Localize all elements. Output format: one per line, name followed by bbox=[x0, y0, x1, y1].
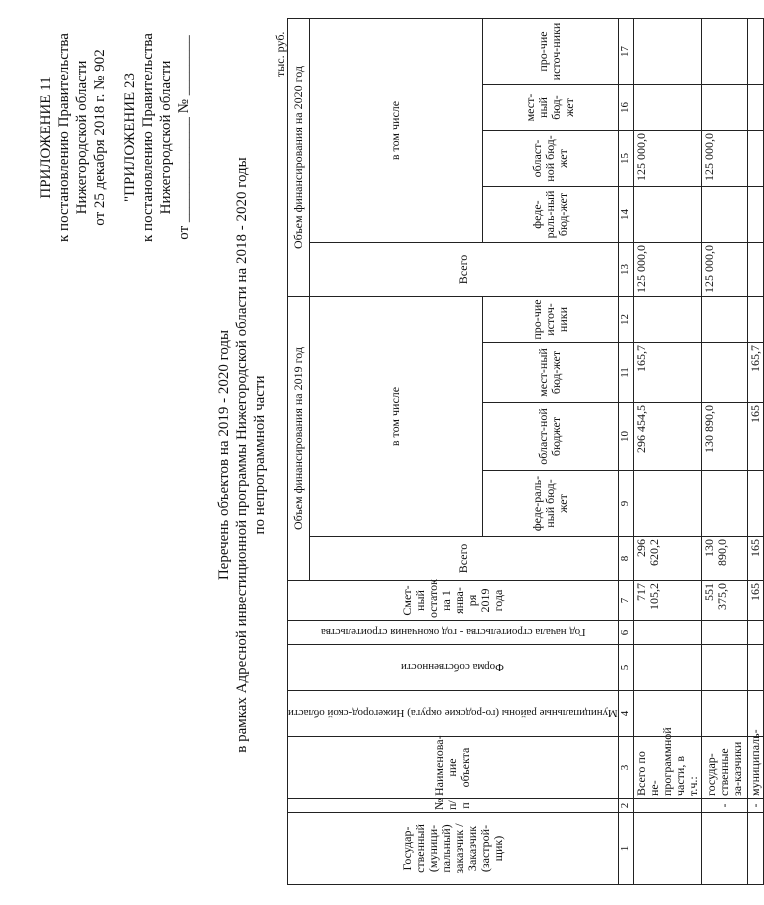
document-title: Перечень объектов на 2019 - 2020 годы bbox=[216, 329, 232, 581]
header-including-2019: в том числе bbox=[310, 297, 483, 537]
row-federal-2020 bbox=[747, 187, 763, 243]
row-total-2020: 125 000,0 bbox=[633, 243, 701, 297]
row-number bbox=[633, 799, 701, 813]
header-ownership: Форма собственности bbox=[401, 661, 505, 674]
row-regional-2020 bbox=[747, 131, 763, 187]
table-row bbox=[701, 19, 747, 885]
header-other-2020: про-чие источ-ники bbox=[482, 19, 618, 85]
column-number: 7 bbox=[618, 581, 633, 621]
row-years bbox=[747, 621, 763, 645]
column-number: 6 bbox=[618, 621, 633, 645]
unit-label: тыс. руб. bbox=[273, 31, 287, 77]
header-local-2019: мест-ный бюд-жет bbox=[482, 343, 618, 403]
header-federal-2020: феде-раль-ный бюд-жет bbox=[482, 187, 618, 243]
row-regional-2019: 130 890,0 bbox=[701, 403, 747, 471]
row-other-2019 bbox=[701, 297, 747, 343]
row-municipality bbox=[701, 691, 747, 737]
appendix-date: от 25 декабря 2018 г. № 902 bbox=[92, 49, 108, 226]
row-remainder: 717 105,2 bbox=[633, 581, 701, 621]
row-local-2020 bbox=[747, 85, 763, 131]
column-number: 5 bbox=[618, 645, 633, 691]
row-local-2019 bbox=[701, 343, 747, 403]
header-customer: Государ-ственный (муници-пальный) заказчик / Заказчик (застрой-щик) bbox=[288, 813, 619, 885]
row-regional-2020: 125 000,0 bbox=[633, 131, 701, 187]
appendix-region-2: Нижегородской области bbox=[158, 60, 174, 215]
row-regional-2019: 296 454,5 bbox=[633, 403, 701, 471]
row-total-2019: 296 620,2 bbox=[633, 537, 701, 581]
header-including-2020: в том числе bbox=[310, 19, 483, 243]
document-subtitle: в рамках Адресной инвестиционной программы Нижегородской области на 2018 - 2020 годы bbox=[234, 157, 250, 753]
row-remainder: 551 375,0 bbox=[701, 581, 747, 621]
column-number: 13 bbox=[618, 243, 633, 297]
row-total-2019: 130 890,0 bbox=[701, 537, 747, 581]
document-subtitle-2: по непрограммной части bbox=[252, 375, 268, 535]
header-total-2020: Всего bbox=[310, 243, 619, 297]
row-remainder: 165 bbox=[747, 581, 763, 621]
row-object-name: государ-ственные за-казчики bbox=[701, 737, 747, 799]
appendix-title: ПРИЛОЖЕНИЕ 11 bbox=[38, 76, 54, 199]
row-other-2020 bbox=[633, 19, 701, 85]
header-number: № п/п bbox=[288, 799, 619, 813]
header-municipality-cell bbox=[288, 691, 619, 737]
header-years-cell bbox=[288, 621, 619, 645]
column-number: 8 bbox=[618, 537, 633, 581]
row-years bbox=[633, 621, 701, 645]
table-row bbox=[747, 19, 763, 885]
header-other-2019: про-чие источ-ники bbox=[482, 297, 618, 343]
row-total-2019: 165 bbox=[747, 537, 763, 581]
row-number: - bbox=[747, 799, 763, 813]
column-number: 1 bbox=[618, 813, 633, 885]
row-other-2019 bbox=[747, 297, 763, 343]
header-fin-2019: Объем финансирования на 2019 год bbox=[288, 297, 310, 581]
header-local-2020: мест-ный бюд-жет bbox=[482, 85, 618, 131]
row-ownership bbox=[701, 645, 747, 691]
row-ownership bbox=[747, 645, 763, 691]
header-years: Год начала строительства - год окончания строительства bbox=[320, 626, 586, 639]
row-number: - bbox=[701, 799, 747, 813]
column-number: 4 bbox=[618, 691, 633, 737]
column-number: 11 bbox=[618, 343, 633, 403]
header-regional-2020: област-ной бюд-жет bbox=[482, 131, 618, 187]
row-object-name: муниципаль- bbox=[747, 737, 763, 799]
header-total-2019: Всего bbox=[310, 537, 619, 581]
appendix-decree-ref-2: к постановлению Правительства bbox=[140, 33, 156, 242]
appendix-decree-ref: к постановлению Правительства bbox=[56, 33, 72, 242]
row-total-2020: 125 000,0 bbox=[701, 243, 747, 297]
row-other-2019 bbox=[633, 297, 701, 343]
column-number: 17 bbox=[618, 19, 633, 85]
row-years bbox=[701, 621, 747, 645]
appendix-title-2: "ПРИЛОЖЕНИЕ 23 bbox=[122, 73, 138, 202]
row-ownership bbox=[633, 645, 701, 691]
row-federal-2019 bbox=[747, 471, 763, 537]
header-municipality: Муниципальные районы (го-родские округа) Нижегород-ской области bbox=[288, 707, 618, 720]
row-object-name: Всего по не-программной части, в т.ч.: bbox=[633, 737, 701, 799]
header-federal-2019: феде-раль-ный бюд-жет bbox=[482, 471, 618, 537]
appendix-date-2: от ______________ № ________ bbox=[176, 35, 192, 240]
column-number: 2 bbox=[618, 799, 633, 813]
header-ownership-cell bbox=[288, 645, 619, 691]
header-regional-2019: област-ной бюджет bbox=[482, 403, 618, 471]
row-regional-2019: 165 bbox=[747, 403, 763, 471]
column-number: 12 bbox=[618, 297, 633, 343]
row-customer bbox=[747, 813, 763, 885]
column-number: 16 bbox=[618, 85, 633, 131]
row-local-2020 bbox=[701, 85, 747, 131]
row-total-2020 bbox=[747, 243, 763, 297]
header-fin-2020: Объем финансирования на 2020 год bbox=[288, 19, 310, 297]
appendix-region: Нижегородской области bbox=[74, 60, 90, 215]
column-number: 9 bbox=[618, 471, 633, 537]
row-federal-2020 bbox=[701, 187, 747, 243]
row-federal-2019 bbox=[701, 471, 747, 537]
row-customer bbox=[701, 813, 747, 885]
objects-table bbox=[287, 18, 764, 885]
row-customer bbox=[633, 813, 701, 885]
row-local-2019: 165,7 bbox=[747, 343, 763, 403]
row-other-2020 bbox=[701, 19, 747, 85]
row-local-2019: 165,7 bbox=[633, 343, 701, 403]
header-remainder: Смет-ный остаток на 1 янва-ря 2019 года bbox=[288, 581, 619, 621]
row-federal-2020 bbox=[633, 187, 701, 243]
row-federal-2019 bbox=[633, 471, 701, 537]
row-other-2020 bbox=[747, 19, 763, 85]
column-number: 14 bbox=[618, 187, 633, 243]
table-row bbox=[633, 19, 701, 885]
row-local-2020 bbox=[633, 85, 701, 131]
column-number: 15 bbox=[618, 131, 633, 187]
row-regional-2020: 125 000,0 bbox=[701, 131, 747, 187]
column-number: 10 bbox=[618, 403, 633, 471]
column-number: 3 bbox=[618, 737, 633, 799]
header-object-name: Наименова-ние объекта bbox=[288, 737, 619, 799]
